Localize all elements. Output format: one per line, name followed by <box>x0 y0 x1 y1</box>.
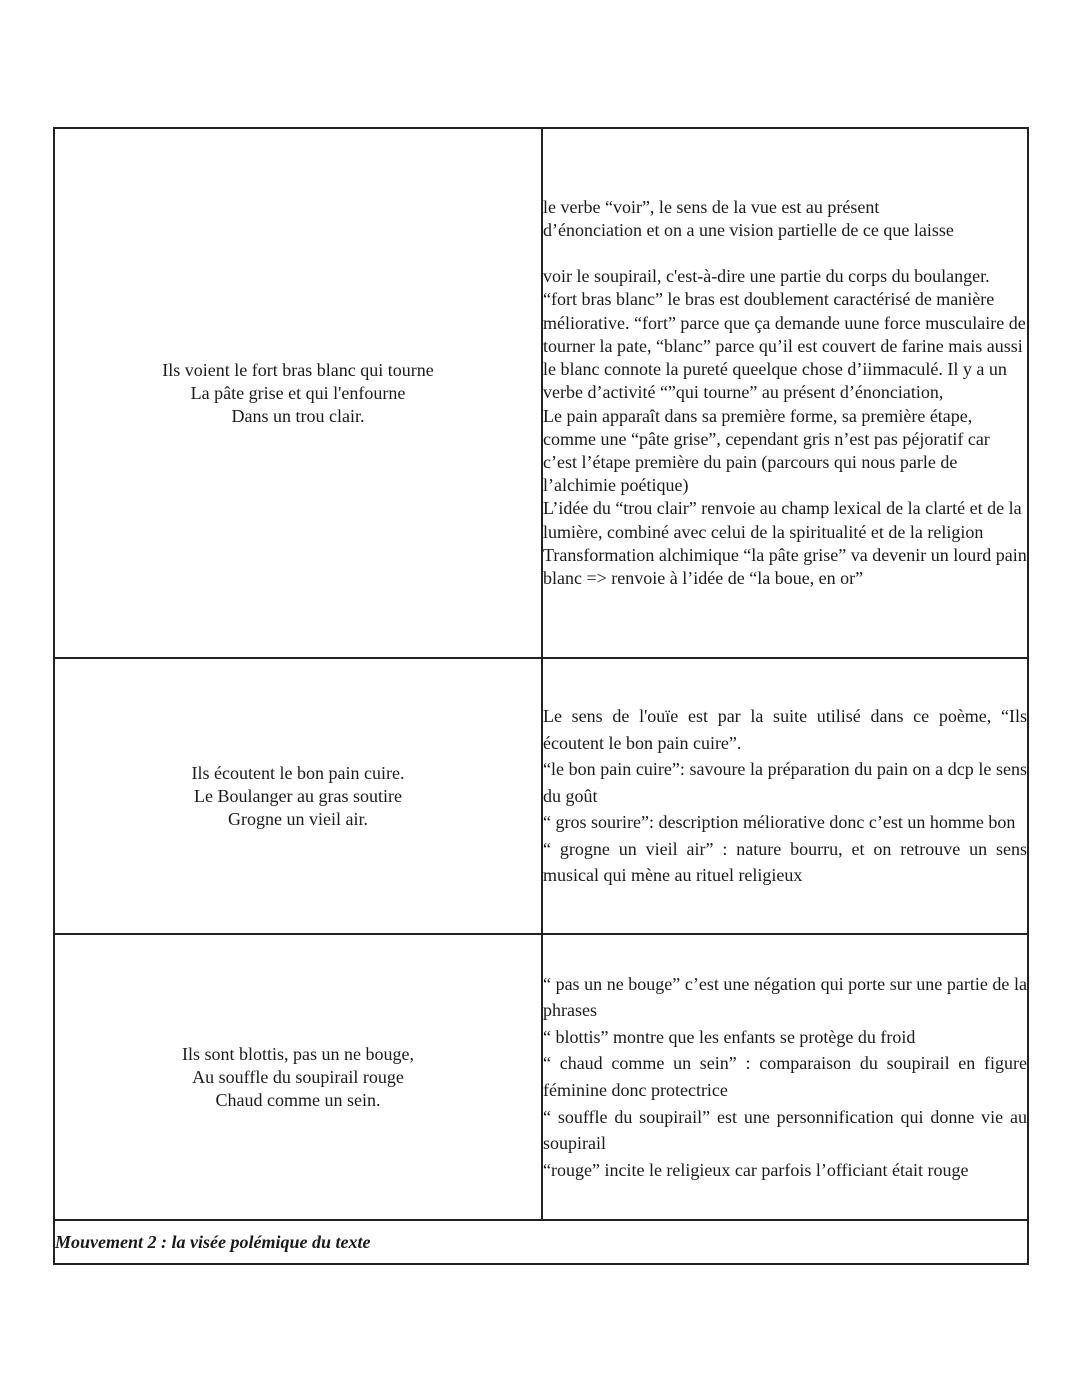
analysis-line: d’énonciation et on a une vision partielle de ce que laisse <box>543 220 954 241</box>
table-row <box>54 128 1028 658</box>
analysis-paragraph: voir le soupirail, c'est-à-dire une partie du corps du boulanger. <box>543 266 990 287</box>
analysis-line: le verbe “voir”, le sens de la vue est au présent <box>543 196 880 217</box>
verse-line: Ils sont blottis, pas un ne bouge, <box>182 1043 414 1064</box>
analysis-paragraph: “ chaud comme un sein” : comparaison du soupirail en figure féminine donc protectrice <box>543 1053 1027 1100</box>
analysis-paragraph: “ gros sourire”: description méliorative donc c’est un homme bon <box>543 812 1016 833</box>
verse-line: Grogne un vieil air. <box>228 808 368 829</box>
analysis-cell <box>542 128 1028 658</box>
table-row <box>54 1220 1028 1264</box>
verse-cell <box>54 934 542 1220</box>
analysis-paragraph: “rouge” incite le religieux car parfois l’officiant était rouge <box>543 1159 969 1180</box>
section-heading: Mouvement 2 : la visée polémique du texte <box>54 1220 1028 1264</box>
verse-cell <box>54 658 542 934</box>
verse-line: Chaud comme un sein. <box>215 1089 381 1110</box>
analysis-paragraph: “ souffle du soupirail” est une personnification qui donne vie au soupirail <box>543 1106 1027 1154</box>
blank-line <box>543 242 1027 265</box>
analysis-paragraph: “le bon pain cuire”: savoure la préparation du pain on a dcp le sens du goût <box>543 759 1027 806</box>
table-row <box>54 934 1028 1220</box>
analysis-paragraph: “ grogne un vieil air” : nature bourru, et on retrouve un sens musical qui mène au rituel religieux <box>543 838 1027 886</box>
analysis-paragraph: Transformation alchimique “la pâte grise” va devenir un lourd pain blanc => renvoie à l’idée de “la boue, en or” <box>543 544 1027 588</box>
verse-line: Le Boulanger au gras soutire <box>194 785 402 806</box>
analysis-paragraph: “ pas un ne bouge” c’est une négation qui porte sur une partie de la phrases <box>543 973 1027 1021</box>
verse-cell <box>54 128 542 658</box>
analysis-paragraph: L’idée du “trou clair” renvoie au champ lexical de la clarté et de la lumière, combiné avec celui de la spiritualité et de la religion <box>543 498 1022 542</box>
verse-line: Ils écoutent le bon pain cuire. <box>191 762 405 783</box>
verse-line: Au souffle du soupirail rouge <box>192 1066 404 1087</box>
table-row <box>54 658 1028 934</box>
analysis-paragraph: Le pain apparaît dans sa première forme, sa première étape, comme une “pâte grise”, cependant gris n’est pas péjoratif car c’est l’étape première du pain (parcours qui nous parle de l’alchimie poétique) <box>543 405 990 496</box>
verse-line: Dans un trou clair. <box>231 405 365 426</box>
analysis-paragraph: “ blottis” montre que les enfants se protège du froid <box>543 1026 916 1047</box>
verse-line: La pâte grise et qui l'enfourne <box>190 382 406 403</box>
analysis-cell <box>542 658 1028 934</box>
analysis-paragraph: “fort bras blanc” le bras est doublement caractérisé de manière méliorative. “fort” parce que ça demande uune force musculaire de tourner la pate, “blanc” parce qu’il est couvert de farine mais aussi le blanc connote la pureté queelque chose d’iimmaculé. Il y a un verbe d’activité “”qui tourne” au présent d’énonciation, <box>543 289 1026 403</box>
analysis-table <box>53 127 1029 1265</box>
analysis-cell <box>542 934 1028 1220</box>
verse-line: Ils voient le fort bras blanc qui tourne <box>162 359 434 380</box>
analysis-paragraph: Le sens de l'ouïe est par la suite utilisé dans ce poème, “Ils écoutent le bon pain cuire”. <box>543 705 1027 753</box>
